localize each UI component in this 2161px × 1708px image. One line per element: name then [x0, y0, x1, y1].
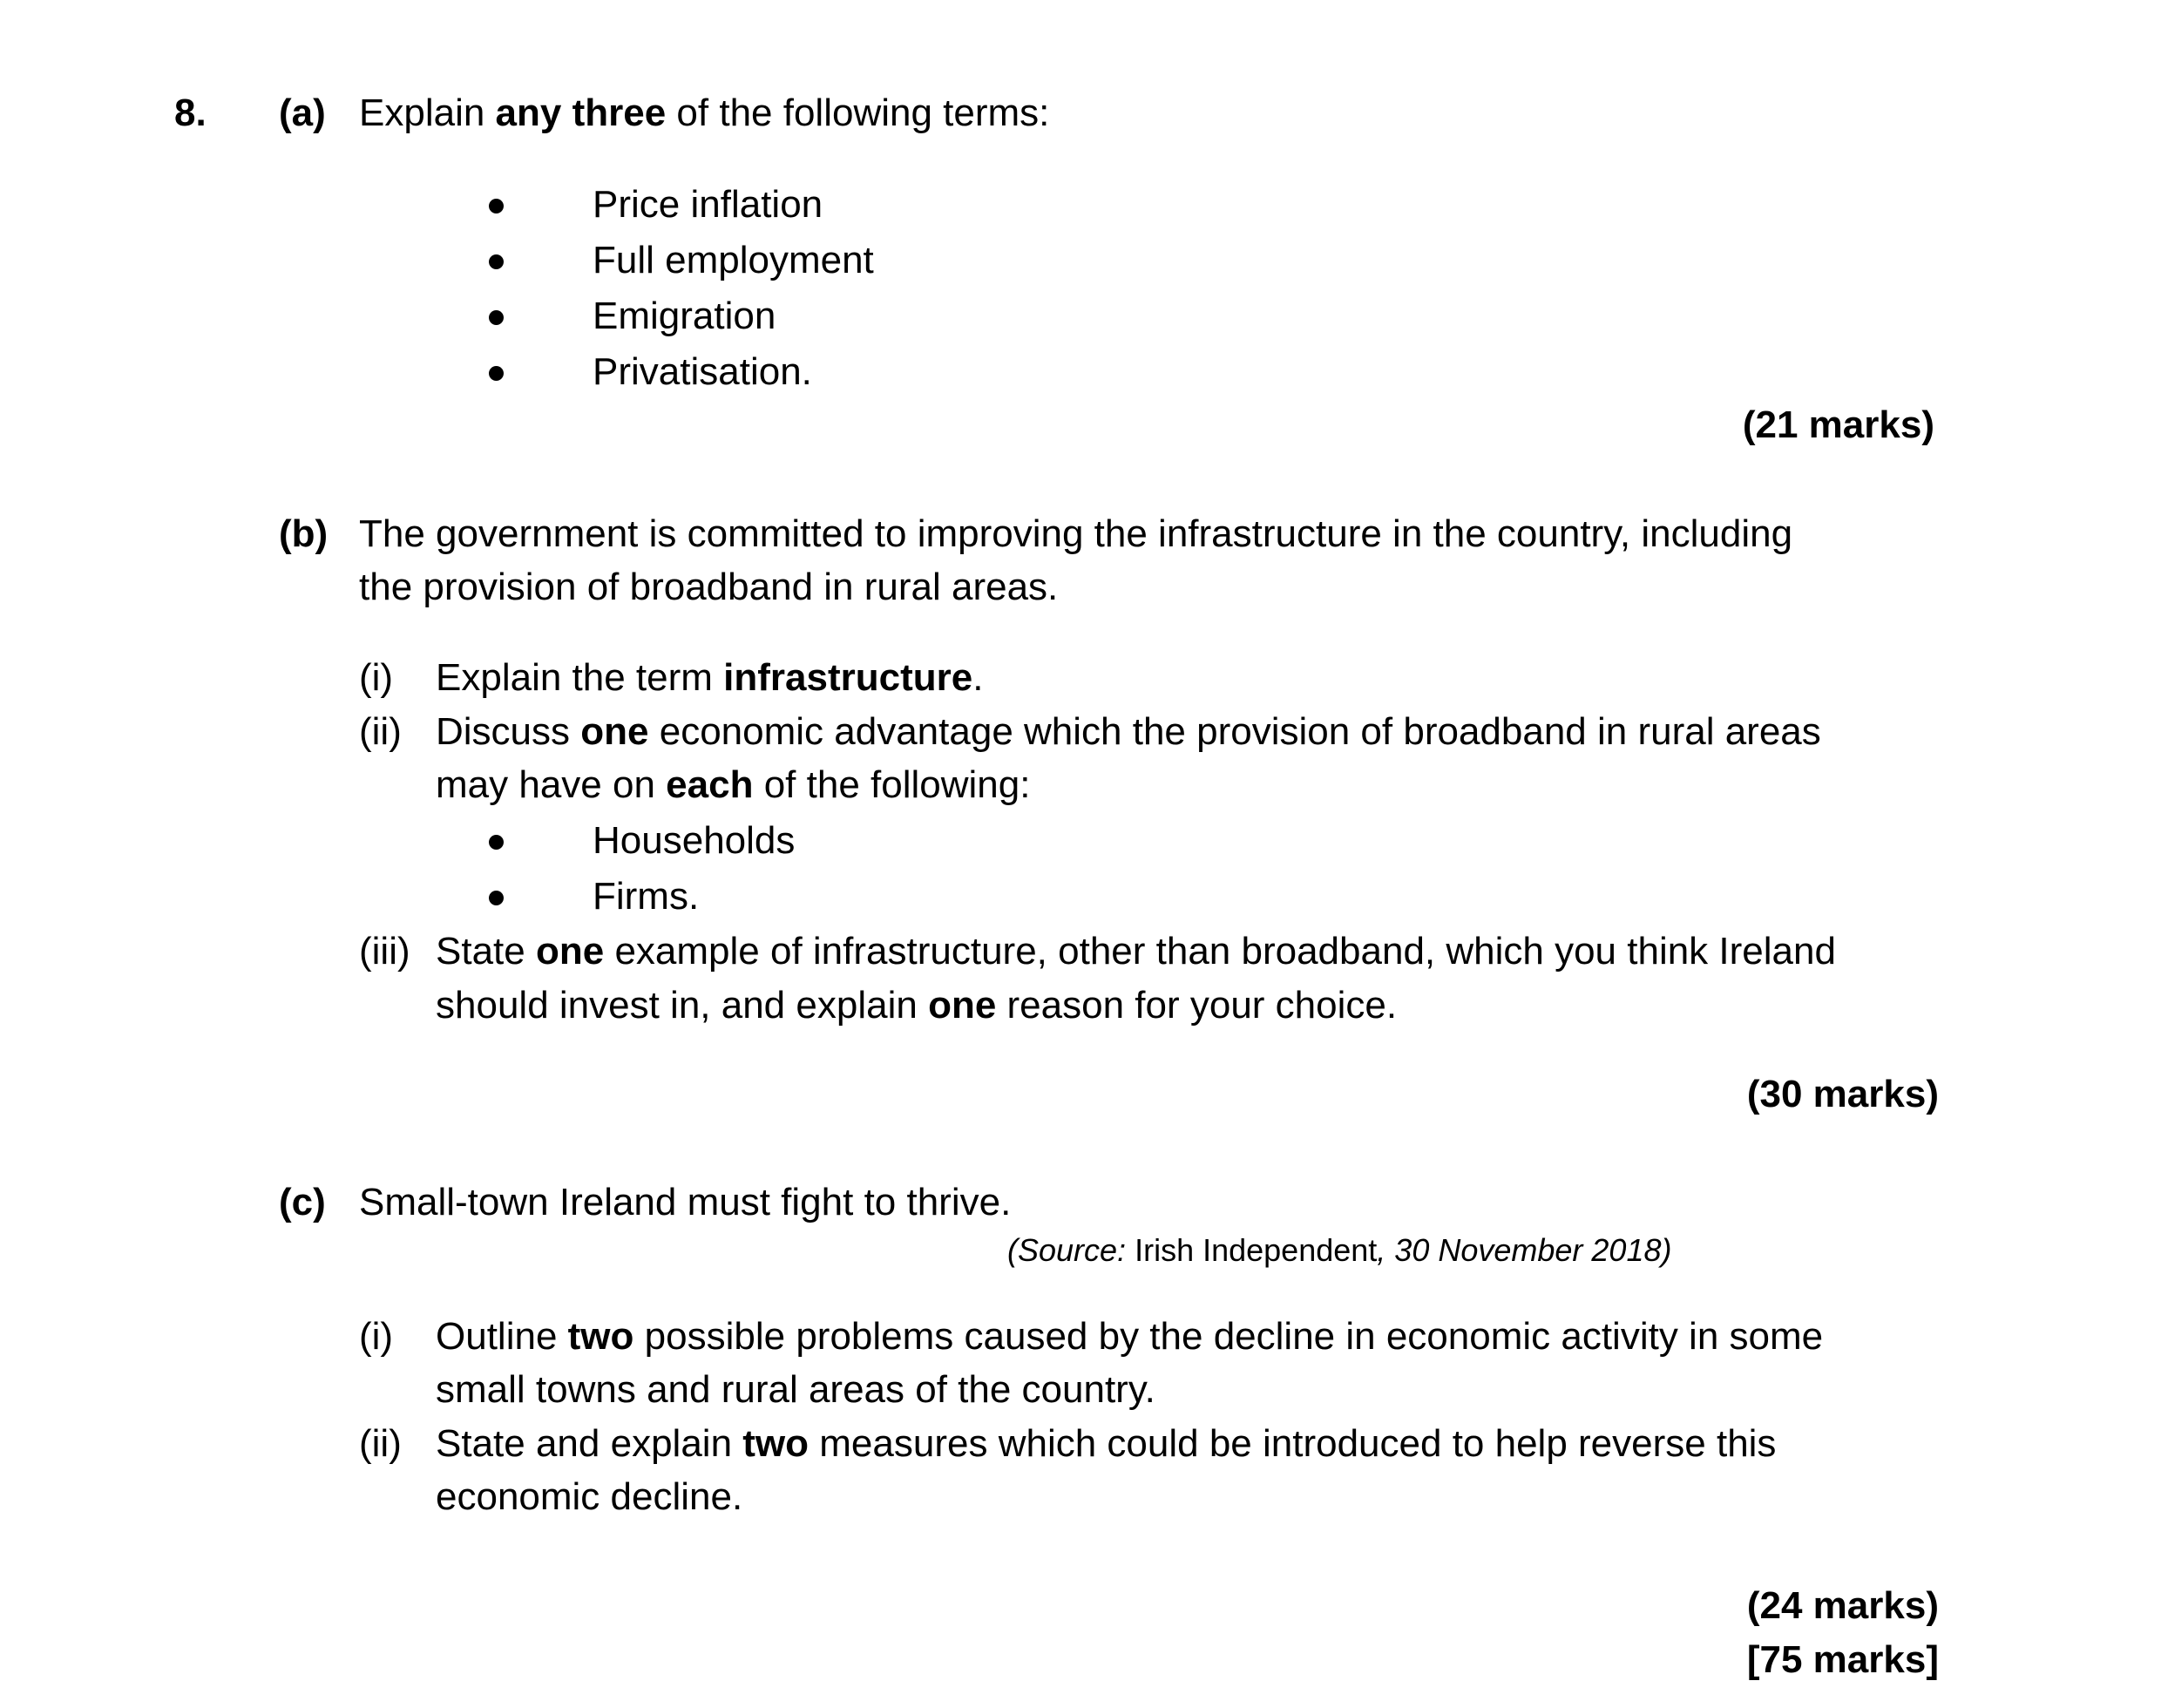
part-a-label: (a) — [279, 92, 326, 134]
part-b-marks: (30 marks) — [1746, 1073, 1939, 1115]
part-b-i-text: Explain the term infrastructure. — [436, 656, 984, 699]
part-c-intro: Small-town Ireland must fight to thrive. — [359, 1181, 1012, 1223]
bullet-item: Households — [593, 819, 796, 862]
part-c-i-line1: Outline two possible problems caused by the decline in economic activity in some — [436, 1315, 1824, 1358]
question-number: 8. — [174, 92, 207, 134]
part-b-intro-line2: the provision of broadband in rural areas. — [359, 566, 1059, 608]
total-marks: [75 marks] — [1746, 1638, 1939, 1681]
part-b-iii-line1: State one example of infrastructure, other than broadband, which you think Ireland — [436, 930, 1836, 973]
part-b-iii-numeral: (iii) — [359, 930, 410, 973]
part-c-marks: (24 marks) — [1746, 1584, 1939, 1627]
part-b-i-numeral: (i) — [359, 656, 394, 699]
part-b-intro-line1: The government is committed to improving the infrastructure in the country, including — [359, 512, 1793, 555]
part-b-ii-line2: may have on each of the following: — [436, 763, 1031, 806]
source-citation: (Source: Irish Independent, 30 November 2018) — [1007, 1232, 1672, 1268]
part-b-iii-line2: should invest in, and explain one reason for your choice. — [436, 984, 1398, 1027]
term-item: Privatisation. — [593, 350, 812, 393]
part-c-ii-line1: State and explain two measures which could be introduced to help reverse this — [436, 1422, 1777, 1465]
bullet-icon — [489, 891, 504, 905]
part-c-label: (c) — [279, 1181, 326, 1223]
bullet-item: Firms. — [593, 875, 700, 918]
bullet-icon — [489, 366, 504, 381]
term-item: Price inflation — [593, 183, 823, 226]
part-a-intro: Explain any three of the following terms: — [359, 92, 1050, 134]
bullet-icon — [489, 254, 504, 269]
term-item: Full employment — [593, 239, 874, 281]
part-b-label: (b) — [279, 512, 329, 555]
bullet-icon — [489, 835, 504, 850]
bullet-icon — [489, 199, 504, 214]
part-c-i-numeral: (i) — [359, 1315, 394, 1358]
part-c-i-line2: small towns and rural areas of the country. — [436, 1368, 1155, 1411]
bullet-icon — [489, 310, 504, 325]
part-b-ii-numeral: (ii) — [359, 710, 402, 753]
part-c-ii-numeral: (ii) — [359, 1422, 402, 1465]
term-item: Emigration — [593, 295, 776, 337]
part-c-ii-line2: economic decline. — [436, 1475, 743, 1518]
part-b-ii-line1: Discuss one economic advantage which the provision of broadband in rural areas — [436, 710, 1821, 753]
part-a-marks: (21 marks) — [1742, 403, 1934, 446]
